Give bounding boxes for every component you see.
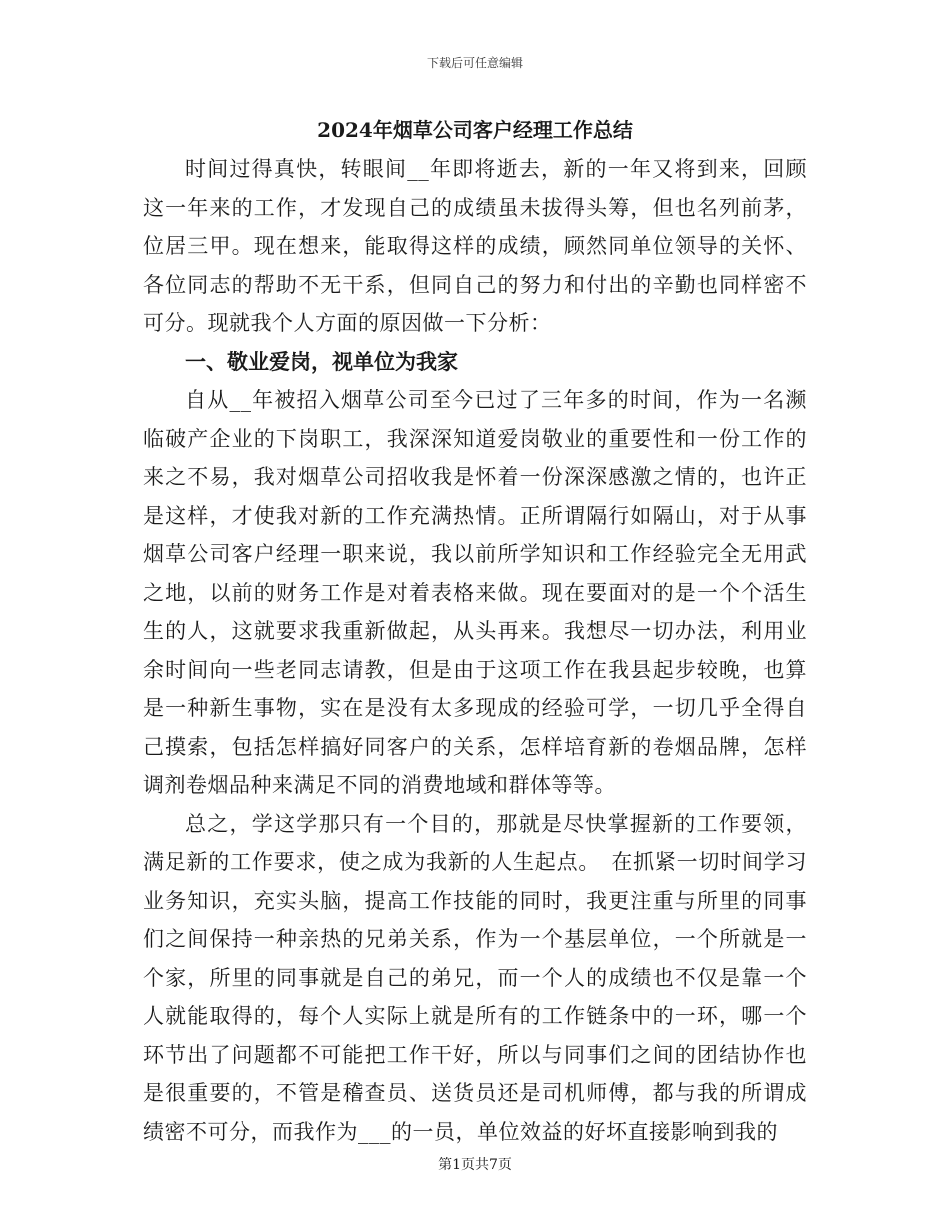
section-1-paragraph-1: 自从__年被招入烟草公司至今已过了三年多的时间，作为一名濒临破产企业的下岗职工，我深深知道爱岗敬业的重要性和一份工作的来之不易，我对烟草公司招收我是怀着一份深深感激之情的，也许正是这样，才使我对新的工作充满热情。正所谓隔行如隔山，对于从事烟草公司客户经理一职来说，我以前所学知识和工作经验完全无用武之地，以前的财务工作是对着表格来做。现在要面对的是一个个活生生的人，这就要求我重新做起，从头再来。我想尽一切办法，利用业余时间向一些老同志请教，但是由于这项工作在我县起步较晚，也算是一种新生事物，实在是没有太多现成的经验可学，一切几乎全得自己摸索，包括怎样搞好同客户的关系，怎样培育新的卷烟品牌，怎样调剂卷烟品种来满足不同的消费地域和群体等等。 (143, 388, 807, 797)
section-heading-1: 一、敬业爱岗，视单位为我家 (185, 348, 458, 374)
page-number: 第1页共7页 (438, 1157, 512, 1173)
page-header-note: 下载后可任意编辑 (426, 56, 523, 70)
document-body (143, 110, 807, 1151)
intro-paragraph: 时间过得真快，转眼间__年即将逝去，新的一年又将到来，回顾这一年来的工作，才发现自己的成绩虽未拔得头筹，但也名列前茅，位居三甲。现在想来，能取得这样的成绩，顾然同单位领导的关怀、各位同志的帮助不无干系，但同自己的努力和付出的辛勤也同样密不可分。现就我个人方面的原因做一下分析： (143, 157, 807, 335)
document-title: 2024年烟草公司客户经理工作总结 (317, 118, 633, 142)
section-1-paragraph-2: 总之，学这学那只有一个目的，那就是尽快掌握新的工作要领，满足新的工作要求，使之成为我新的人生起点。 在抓紧一切时间学习业务知识，充实头脑，提高工作技能的同时，我更注重与所里的同事们之间保持一种亲热的兄弟关系，作为一个基层单位，一个所就是一个家，所里的同事就是自己的弟兄，而一个人的成绩也不仅是靠一个人就能取得的，每个人实际上就是所有的工作链条中的一环，哪一个环节出了问题都不可能把工作干好，所以与同事们之间的团结协作也是很重要的，不管是稽查员、送货员还是司机师傅，都与我的所谓成绩密不可分，而我作为___的一员，单位效益的好坏直接影响到我的 (143, 811, 807, 1144)
